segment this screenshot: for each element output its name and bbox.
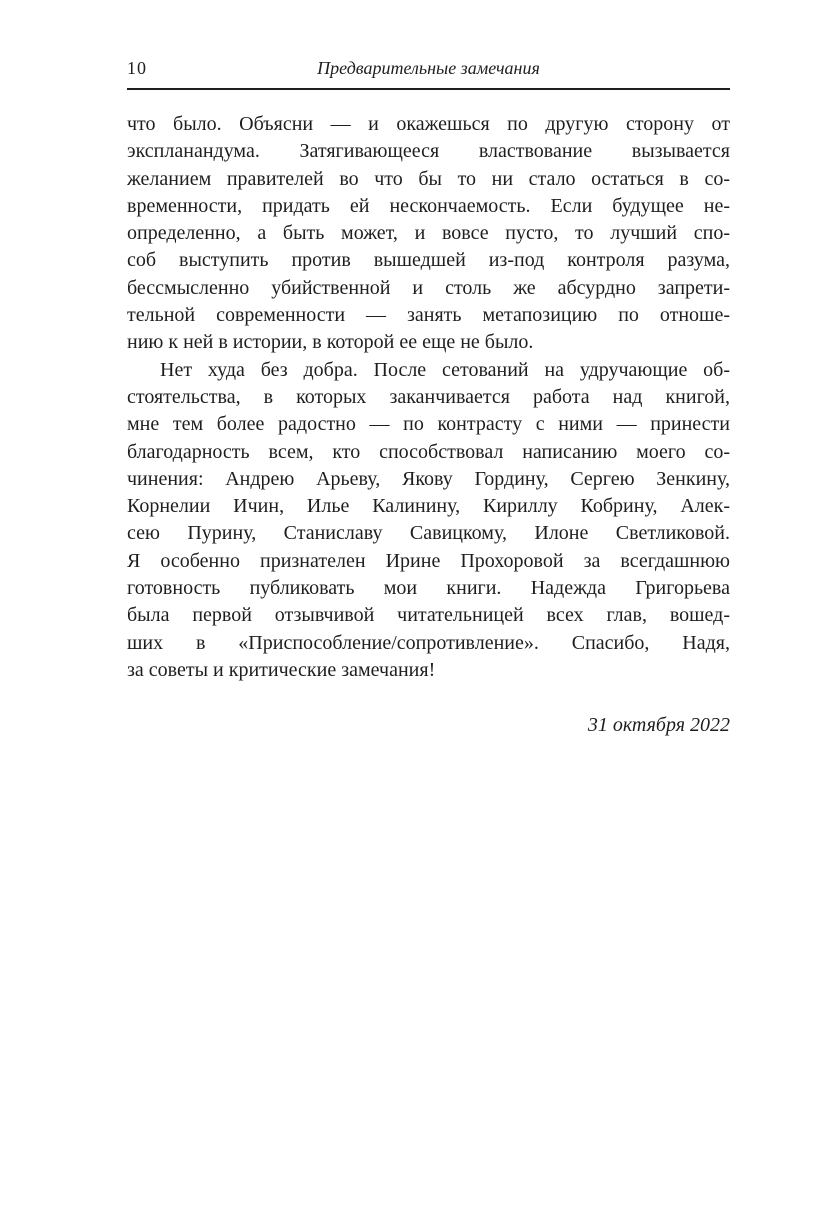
page-number: 10	[127, 58, 147, 78]
text-line: стоятельства, в которых заканчивается работа над книгой,	[127, 385, 730, 408]
text-line: мне тем более радостно — по контрасту с ними — принести	[127, 413, 730, 436]
text-line: экспланандума. Затягивающееся властвование вызывается	[127, 140, 730, 163]
text-line: определенно, а быть может, и вовсе пусто, то лучший спо-	[127, 222, 730, 245]
text-line: Я особенно признателен Ирине Прохоровой за всегдашнюю	[127, 549, 730, 572]
header-rule	[127, 88, 730, 90]
text-line: сею Пурину, Станиславу Савицкому, Илоне Светликовой.	[127, 522, 730, 545]
text-line: была первой отзывчивой читательницей всех глав, вошед-	[127, 604, 730, 627]
text-line: Корнелии Ичин, Илье Калинину, Кириллу Кобрину, Алек-	[127, 495, 730, 518]
text-line: ших в «Приспособление/сопротивление». Спасибо, Надя,	[127, 631, 730, 654]
text-line: готовность публиковать мои книги. Надежда Григорьева	[127, 577, 730, 600]
body-text	[127, 111, 730, 684]
text-line: соб выступить против вышедшей из-под контроля разума,	[127, 249, 730, 272]
paragraph	[127, 357, 730, 685]
paragraph	[127, 111, 730, 357]
text-line: временности, придать ей нескончаемость. Если будущее не-	[127, 194, 730, 217]
text-column	[127, 56, 730, 740]
running-title: Предварительные замечания	[317, 58, 540, 78]
text-line: Нет худа без добра. После сетований на удручающие об-	[160, 358, 730, 381]
text-line: нию к ней в истории, в которой ее еще не было.	[127, 331, 534, 354]
text-line: что было. Объясни — и окажешься по другую сторону от	[127, 113, 730, 135]
text-line: чинения: Андрею Арьеву, Якову Гордину, Сергею Зенкину,	[127, 467, 730, 490]
text-line: желанием правителей во что бы то ни стало остаться в со-	[127, 167, 730, 190]
text-line: благодарность всем, кто способствовал написанию моего со-	[127, 440, 730, 463]
text-line: тельной современности — занять метапозицию по отноше-	[127, 304, 730, 327]
date-line: 31 октября 2022	[587, 714, 730, 737]
text-line: за советы и критические замечания!	[127, 658, 436, 681]
text-line: бессмысленно убийственной и столь же абсурдно запрети-	[127, 276, 730, 299]
running-head	[127, 56, 730, 80]
